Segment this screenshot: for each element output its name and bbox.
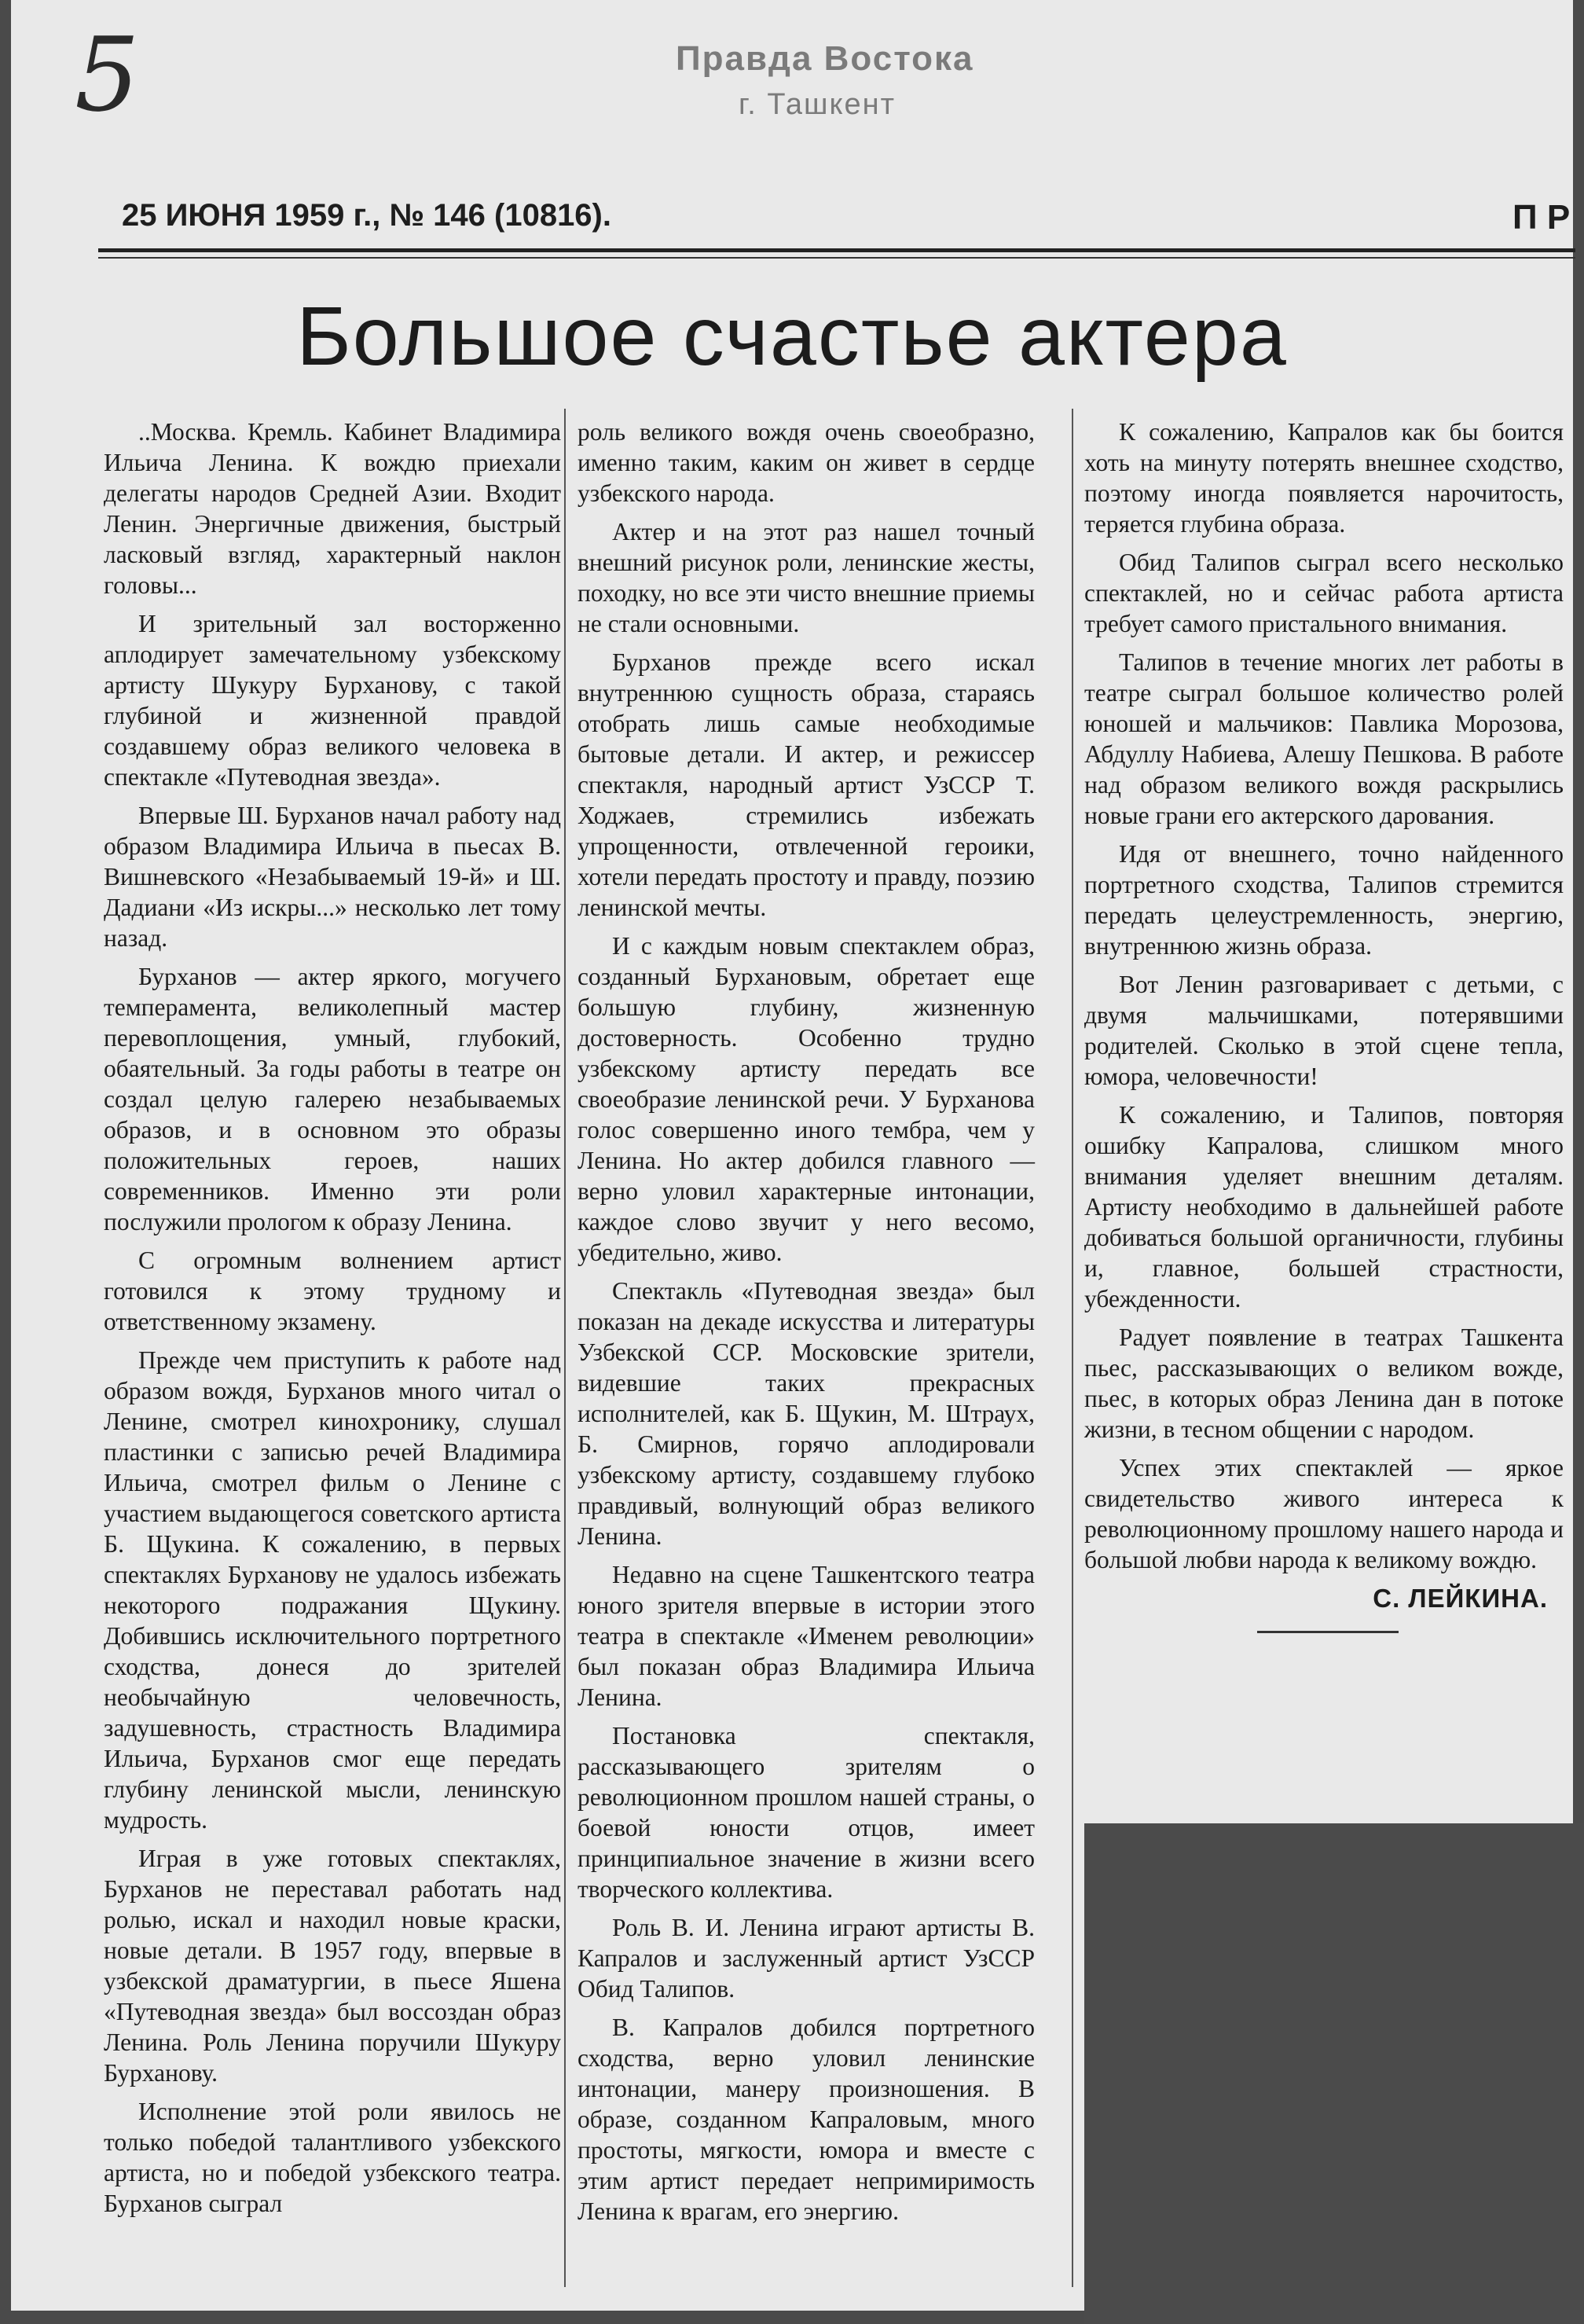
paragraph: Спектакль «Путеводная звезда» был показан на декаде искусства и литературы Узбекской ССР. Московские зрители, видевшие таких прекрасных исполнителей, как Б. Щукин, М. Штраух, Б. Смирнов, горячо аплодировали узбекскому артисту, создавшему глубоко правдивый, волнующий образ великого Ленина. [578,1277,1035,1550]
paragraph: Прежде чем приступить к работе над образом вождя, Бурханов много читал о Ленине, смотрел кинохронику, слушал пластинки с записью речей Владимира Ильича, смотрел фильм о Ленине с участием выдающегося советского артиста Б. Щукина. К сожалению, в первых спектаклях Бурханову не удалось избежать некоторого подражания Щукину. Добившись исключительного портретного сходства, донеся до зрителей необычайную человечность, задушевность, страстность Владимира Ильича, Бурханов смог еще передать глубину ленинской мысли, ленинскую мудрость. [104,1346,561,1834]
paragraph: Бурханов прежде всего искал внутреннюю сущность образа, стараясь отобрать лишь самые необходимые бытовые детали. И актер, и режиссер спектакля, народный артист УзССР Т. Ходжаев, стремились избежать упрощенности, отвлеченной героики, хотели передать простоту и правду, поэзию ленинской мечты. [578,648,1035,921]
dateline: 25 ИЮНЯ 1959 г., № 146 (10816). [122,198,611,233]
paragraph: Актер и на этот раз нашел точный внешний рисунок роли, ленинские жесты, походку, но все эти чисто внешние приемы не стали основными. [578,518,1035,637]
paragraph: Идя от внешнего, точно найденного портретного сходства, Талипов стремится передать целеустремленность, энергию, внутреннюю жизнь образа. [1084,840,1564,960]
paragraph: Успех этих спектаклей — яркое свидетельство живого интереса к революционному прошлому нашего народа и большой любви народа к великому вождю. [1084,1454,1564,1573]
paragraph: И с каждым новым спектаклем образ, созданный Бурхановым, обретает еще большую глубину, жизненную достоверность. Особенно трудно узбекскому артисту передать все своеобразие ленинской речи. У Бурханова голос совершенно иного тембра, чем у Ленина. Но актер добился главного — верно уловил характерные интонации, каждое слово звучит у него весомо, убедительно, живо. [578,932,1035,1266]
handwritten-mark: 5 [75,15,140,134]
paragraph: Бурханов — актер яркого, могучего темперамента, великолепный мастер перевоплощения, умный, глубокий, обаятельный. За годы работы в театре он создал целую галерею незабываемых образов, и в основном это образы положительных героев, наших современников. Именно эти роли послужили прологом к образу Ленина. [104,963,561,1235]
column-divider [1072,409,1073,2287]
article-column-2 [578,417,1035,2234]
author-signature: С. ЛЕЙКИНА. [1373,1584,1548,1613]
paragraph: Талипов в течение многих лет работы в театре сыграл большое количество ролей юношей и мальчиков: Павлика Морозова, Абдуллу Набиева, Алешу Пешкова. В работе над образом великого вождя раскрылись новые грани его актерского дарования. [1084,648,1564,829]
background-corner [1084,1823,1584,2324]
paragraph: К сожалению, и Талипов, повторяя ошибку Капралова, слишком много внимания уделяет внешним деталям. Артисту необходимо в дальнейшей работе добиваться большой органичности, глубины и, главное, большей страстности, убежденности. [1084,1101,1564,1313]
paragraph: Вот Ленин разговаривает с детьми, с двумя мальчишками, потерявшими родителей. Сколько в этой сцене тепла, юмора, человечности! [1084,971,1564,1090]
article-column-3 [1084,417,1564,1633]
paragraph: роль великого вождя очень своеобразно, именно таким, каким он живет в сердце узбекского народа. [578,418,1035,507]
paragraph: Недавно на сцене Ташкентского театра юного зрителя впервые в истории этого театра в спектакле «Именем революции» был показан образ Владимира Ильича Ленина. [578,1561,1035,1711]
signature-rule [1257,1631,1399,1633]
paragraph: К сожалению, Капралов как бы боится хоть на минуту потерять внешнее сходство, поэтому иногда появляется нарочитость, теряется глубина образа. [1084,418,1564,538]
paragraph: Исполнение этой роли явилось не только победой талантливого узбекского артиста, но и победой узбекского театра. Бурханов сыграл [104,2098,561,2217]
paragraph: Постановка спектакля, рассказывающего зрителям о революционном прошлом нашей страны, о боевой юности отцов, имеет принципиальное значение в жизни всего творческого коллектива. [578,1722,1035,1903]
column-divider [564,409,566,2287]
paragraph: Обид Талипов сыграл всего несколько спектаклей, но и сейчас работа артиста требует самого пристального внимания. [1084,549,1564,637]
stamp-city: г. Ташкент [739,88,896,121]
paragraph: Роль В. И. Ленина играют артисты В. Капралов и заслуженный артист УзССР Обид Талипов. [578,1914,1035,2003]
article-headline: Большое счастье актера [296,290,1288,383]
stamp-paper-name: Правда Востока [676,39,974,78]
header-rule-thin [98,257,1575,259]
paragraph: И зрительный зал восторженно аплодирует замечательному узбекскому артисту Шукуру Бурханову, с такой глубиной и жизненной правдой создавшему образ великого человека в спектакле «Путеводная звезда». [104,610,561,791]
header-rule-thick [98,248,1575,252]
paragraph: ..Москва. Кремль. Кабинет Владимира Ильича Ленина. К вождю приехали делегаты народов Средней Азии. Входит Ленин. Энергичные движения, быстрый ласковый взгляд, характерный наклон головы... [104,418,561,599]
paragraph: В. Капралов добился портретного сходства, верно уловил ленинские интонации, манеру произношения. В образе, созданном Капраловым, много простоты, мягкости, юмора и вместе с этим артист передает непримиримость Ленина к врагам, его энергию. [578,2014,1035,2225]
paragraph: Радует появление в театрах Ташкента пьес, рассказывающих о великом вожде, пьес, в которых образ Ленина дан в потоке жизни, в тесном общении с народом. [1084,1324,1564,1443]
paragraph: Впервые Ш. Бурханов начал работу над образом Владимира Ильича в пьесах В. Вишневского «Незабываемый 19-й» и Ш. Дадиани «Из искры...» несколько лет тому назад. [104,802,561,952]
article-column-1 [104,417,561,2227]
paragraph: С огромным волнением артист готовился к этому трудному и ответственному экзамену. [104,1246,561,1335]
running-fragment: П Р [1512,198,1571,237]
paragraph: Играя в уже готовых спектаклях, Бурханов не переставал работать над ролью, искал и находил новые краски, новые детали. В 1957 году, впервые в узбекской драматургии, в пьесе Яшена «Путеводная звезда» был воссоздан образ Ленина. Роль Ленина поручили Шукуру Бурханову. [104,1845,561,2087]
